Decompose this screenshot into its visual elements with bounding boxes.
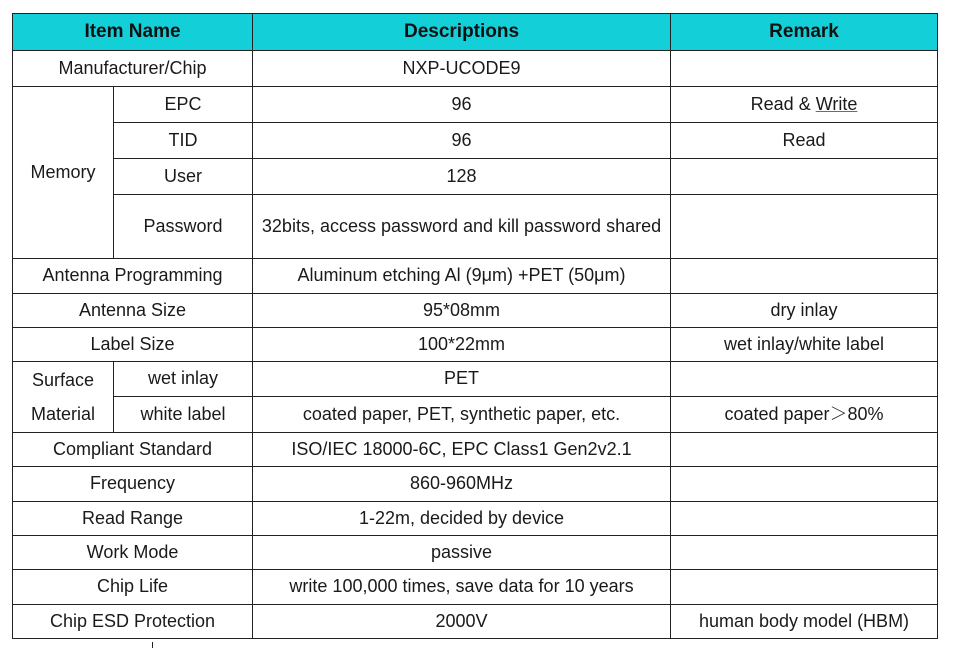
cell-group-label: Surface Material bbox=[13, 362, 114, 433]
cell-desc: 860-960MHz bbox=[253, 467, 671, 502]
cell-remark: dry inlay bbox=[671, 294, 938, 328]
cell-remark bbox=[671, 51, 938, 87]
cell-remark bbox=[671, 467, 938, 502]
cell-sublabel: EPC bbox=[114, 87, 253, 123]
cell-desc: NXP-UCODE9 bbox=[253, 51, 671, 87]
table-row bbox=[13, 123, 938, 159]
header-remark: Remark bbox=[671, 14, 938, 51]
table-row bbox=[13, 259, 938, 294]
cell-desc: coated paper, PET, synthetic paper, etc. bbox=[253, 397, 671, 433]
cell-remark bbox=[671, 570, 938, 605]
table-row bbox=[13, 87, 938, 123]
cell-label: Label Size bbox=[13, 328, 253, 362]
cell-desc: 32bits, access password and kill password shared bbox=[253, 195, 671, 259]
cell-remark bbox=[671, 195, 938, 259]
cell-label: Frequency bbox=[13, 467, 253, 502]
cell-desc: passive bbox=[253, 536, 671, 570]
cell-desc: ISO/IEC 18000-6C, EPC Class1 Gen2v2.1 bbox=[253, 433, 671, 467]
table-row bbox=[13, 294, 938, 328]
table-row bbox=[13, 536, 938, 570]
table-row bbox=[13, 51, 938, 87]
table-row bbox=[13, 433, 938, 467]
cell-remark bbox=[671, 159, 938, 195]
cell-remark: Read bbox=[671, 123, 938, 159]
cell-remark bbox=[671, 536, 938, 570]
cell-sublabel: wet inlay bbox=[114, 362, 253, 397]
cell-remark bbox=[671, 362, 938, 397]
table-row bbox=[13, 502, 938, 536]
cell-sublabel: User bbox=[114, 159, 253, 195]
cell-remark: wet inlay/white label bbox=[671, 328, 938, 362]
header-item-name: Item Name bbox=[13, 14, 253, 51]
remark-underlined-word: Write bbox=[815, 93, 858, 114]
table-row bbox=[13, 397, 938, 433]
cell-remark bbox=[671, 259, 938, 294]
cell-desc: 96 bbox=[253, 123, 671, 159]
cell-desc: 128 bbox=[253, 159, 671, 195]
cell-desc: Aluminum etching Al (9μm) +PET (50μm) bbox=[253, 259, 671, 294]
cell-desc: PET bbox=[253, 362, 671, 397]
cell-remark bbox=[671, 87, 938, 123]
cell-remark: human body model (HBM) bbox=[671, 605, 938, 639]
table-row bbox=[13, 195, 938, 259]
cell-label: Chip Life bbox=[13, 570, 253, 605]
cell-label: Compliant Standard bbox=[13, 433, 253, 467]
cell-label: Chip ESD Protection bbox=[13, 605, 253, 639]
table-row bbox=[13, 159, 938, 195]
cell-label: Read Range bbox=[13, 502, 253, 536]
cell-sublabel: Password bbox=[114, 195, 253, 259]
cell-desc: 2000V bbox=[253, 605, 671, 639]
cell-remark bbox=[671, 433, 938, 467]
cell-label: Antenna Programming bbox=[13, 259, 253, 294]
table-row bbox=[13, 467, 938, 502]
cell-remark bbox=[671, 502, 938, 536]
header-descriptions: Descriptions bbox=[253, 14, 671, 51]
table-row bbox=[13, 362, 938, 397]
cell-label: Work Mode bbox=[13, 536, 253, 570]
cell-sublabel: white label bbox=[114, 397, 253, 433]
cell-group-label: Memory bbox=[13, 87, 114, 259]
table-row bbox=[13, 328, 938, 362]
table-continuation-line bbox=[152, 642, 153, 648]
remark-prefix: Read & bbox=[750, 93, 816, 114]
header-row bbox=[13, 14, 938, 51]
cell-desc: 100*22mm bbox=[253, 328, 671, 362]
cell-desc: 1-22m, decided by device bbox=[253, 502, 671, 536]
cell-sublabel: TID bbox=[114, 123, 253, 159]
cell-desc: 96 bbox=[253, 87, 671, 123]
spec-table bbox=[12, 13, 938, 639]
cell-label: Manufacturer/Chip bbox=[13, 51, 253, 87]
cell-label: Antenna Size bbox=[13, 294, 253, 328]
cell-desc: write 100,000 times, save data for 10 years bbox=[253, 570, 671, 605]
table-row bbox=[13, 605, 938, 639]
cell-remark: coated paper＞80% bbox=[671, 397, 938, 433]
cell-desc: 95*08mm bbox=[253, 294, 671, 328]
table-row bbox=[13, 570, 938, 605]
